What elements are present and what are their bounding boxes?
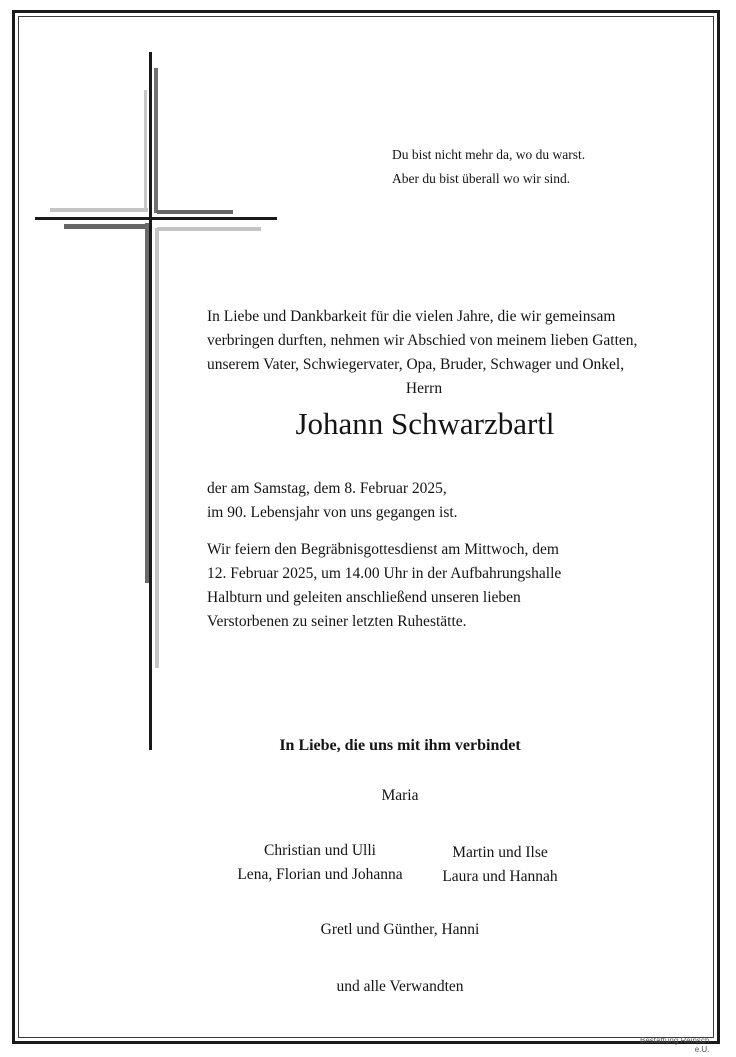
death-notice	[207, 477, 458, 525]
deceased-name: Johann Schwarzbartl	[295, 406, 555, 441]
funeral-line: Verstorbenen zu seiner letzten Ruhestätte.	[207, 613, 467, 630]
spouse-name: Maria	[381, 787, 419, 804]
family-right	[415, 841, 585, 889]
funeral-home-stamp	[640, 1036, 709, 1054]
funeral-line: Halbturn und geleiten anschließend unseren lieben	[207, 589, 521, 606]
intro-line: verbringen durften, nehmen wir Abschied von meinem lieben Gatten,	[207, 332, 638, 349]
family-line: Laura und Hannah	[442, 868, 558, 885]
siblings: Gretl und Günther, Hanni	[320, 921, 480, 938]
family-line: Martin und Ilse	[452, 844, 548, 861]
relatives: und alle Verwandten	[336, 978, 464, 995]
funeral-line: Wir feiern den Begräbnisgottesdienst am Mittwoch, dem	[207, 541, 559, 558]
intro-line: unserem Vater, Schwiegervater, Opa, Bruder, Schwager und Onkel,	[207, 356, 625, 373]
intro-line: In Liebe und Dankbarkeit für die vielen Jahre, die wir gemeinsam	[207, 308, 616, 325]
death-line: der am Samstag, dem 8. Februar 2025,	[207, 480, 447, 497]
memorial-verse	[392, 143, 652, 191]
stamp-line: e.U.	[694, 1045, 710, 1054]
verse-line: Du bist nicht mehr da, wo du warst.	[392, 147, 586, 162]
funeral-line: 12. Februar 2025, um 14.00 Uhr in der Aufbahrungshalle	[207, 565, 562, 582]
death-line: im 90. Lebensjahr von uns gegangen ist.	[207, 504, 458, 521]
farewell-intro	[207, 305, 677, 401]
family-left	[220, 839, 420, 887]
family-line: Christian und Ulli	[264, 842, 376, 859]
mourners-heading: In Liebe, die uns mit ihm verbindet	[279, 737, 521, 754]
funeral-details	[207, 538, 561, 634]
honorific: Herrn	[405, 380, 443, 397]
stamp-line: Bestattung Reinsch	[640, 1036, 710, 1045]
verse-line: Aber du bist überall wo wir sind.	[392, 171, 571, 186]
family-line: Lena, Florian und Johanna	[237, 866, 403, 883]
